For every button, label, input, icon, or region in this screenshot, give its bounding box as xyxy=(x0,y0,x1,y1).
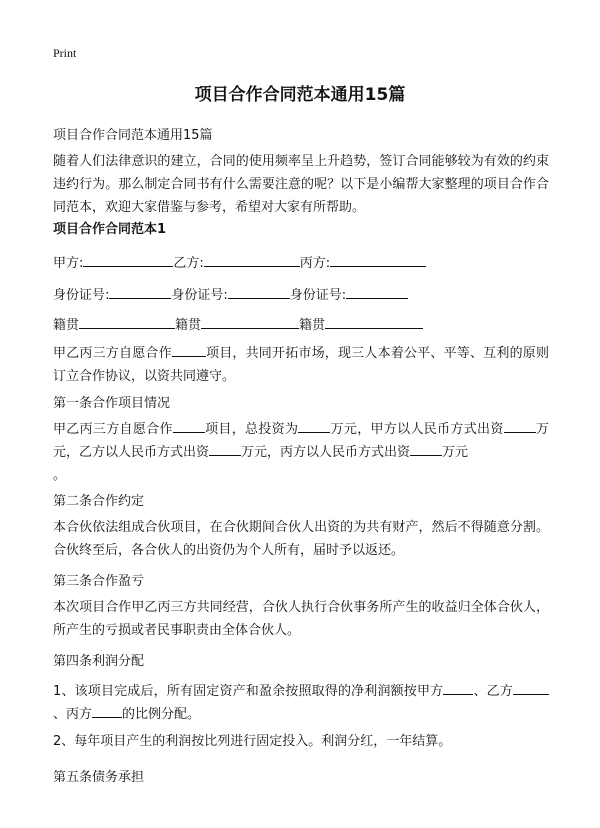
contract-heading: 项目合作合同范本1 xyxy=(53,222,167,237)
a4-item1-part1: 1、该项目完成后，所有固定资产和盈余按照取得的净利润额按甲方 xyxy=(53,684,444,699)
article5-title: 第五条债务承担 xyxy=(53,770,145,785)
cooperation-paragraph xyxy=(53,342,549,388)
party-b-label: 乙方: xyxy=(173,256,204,271)
a1-blank-4 xyxy=(209,441,241,456)
a1-part1: 甲乙丙三方自愿合作 xyxy=(53,422,173,437)
article4-item1 xyxy=(53,680,549,726)
native-blank-2 xyxy=(201,314,299,329)
article4-item2: 2、每年项目产生的利润按比列进行固定投入。利润分红，一年结算。 xyxy=(53,734,452,749)
native-label-3: 籍贯 xyxy=(299,318,326,333)
a1-blank-3 xyxy=(504,418,536,433)
party-a-blank xyxy=(83,252,173,267)
p1-blank xyxy=(172,342,206,357)
a1-part3: 万元，甲方以人民币方式出资 xyxy=(330,422,504,437)
id-field-1 xyxy=(53,284,171,303)
native-blank-3 xyxy=(325,314,423,329)
a4-blank-3 xyxy=(92,703,122,718)
native-field-1 xyxy=(53,314,175,333)
p1-after: 项目，共同开拓市场，现三人本着公平、平等、互利的原则订立合作协议，以资共同遵守。 xyxy=(53,346,549,384)
a4-blank-2 xyxy=(513,680,549,695)
id-label-1: 身份证号: xyxy=(53,288,110,303)
native-blank-1 xyxy=(79,314,175,329)
party-a-field xyxy=(53,252,173,271)
native-label-1: 籍贯 xyxy=(53,318,80,333)
a4-item1-part2: 、乙方 xyxy=(473,684,513,699)
a1-blank-5 xyxy=(410,441,442,456)
party-names-row xyxy=(53,252,426,271)
article3-title: 第三条合作盈亏 xyxy=(53,574,145,589)
a4-item1-part3: 、丙方 xyxy=(53,707,93,722)
p1-before: 甲乙丙三方自愿合作 xyxy=(53,346,172,361)
article1-paragraph xyxy=(53,418,549,487)
a1-part5: 万元，丙方以人民币方式出资 xyxy=(241,445,411,460)
article4-title: 第四条利润分配 xyxy=(53,654,145,669)
id-blank-1 xyxy=(109,284,171,299)
article1-title: 第一条合作项目情况 xyxy=(53,396,171,411)
native-field-2 xyxy=(175,314,299,333)
party-c-field xyxy=(300,252,426,271)
a1-part4: 万元，乙方以人民币方式出资 xyxy=(53,422,549,460)
article3-paragraph: 本次项目合作甲乙丙三方共同经营，合伙人执行合伙事务所产生的收益归全体合伙人，所产生的亏损或者民事职责由全体合伙人。 xyxy=(53,600,549,638)
native-place-row xyxy=(53,314,423,333)
a4-blank-1 xyxy=(443,680,473,695)
id-field-2 xyxy=(171,284,289,303)
id-numbers-row xyxy=(53,284,408,303)
intro-paragraph: 随着人们法律意识的建立，合同的使用频率呈上升趋势，签订合同能够较为有效的约束违约行为。那么制定合同书有什么需要注意的呢？以下是小编帮大家整理的项目合作合同范本，欢迎大家借鉴与参考，希望对大家有所帮助。 xyxy=(53,154,549,215)
id-blank-2 xyxy=(228,284,290,299)
party-c-label: 丙方: xyxy=(299,256,331,271)
party-b-field xyxy=(173,252,299,271)
document-title: 项目合作合同范本通用15篇 xyxy=(194,85,406,105)
party-a-label: 甲方: xyxy=(53,256,84,271)
a1-part6: 万元 xyxy=(442,445,469,460)
a1-blank-1 xyxy=(173,418,205,433)
party-c-blank xyxy=(330,252,426,267)
id-field-3 xyxy=(290,284,408,303)
document-subtitle: 项目合作合同范本通用15篇 xyxy=(53,128,213,143)
native-label-2: 籍贯 xyxy=(175,318,202,333)
a1-blank-2 xyxy=(298,418,330,433)
party-b-blank xyxy=(204,252,300,267)
id-label-3: 身份证号: xyxy=(289,288,347,303)
id-label-2: 身份证号: xyxy=(171,288,228,303)
a1-end: 。 xyxy=(53,468,67,483)
article2-title: 第二条合作约定 xyxy=(53,494,145,509)
id-blank-3 xyxy=(346,284,408,299)
native-field-3 xyxy=(299,314,423,333)
print-label: Print xyxy=(53,46,77,60)
a1-part2: 项目，总投资为 xyxy=(204,422,299,437)
article2-paragraph: 本合伙依法组成合伙项目，在合伙期间合伙人出资的为共有财产，然后不得随意分割。合伙终至后，各合伙人的出资仍为个人所有，届时予以返还。 xyxy=(53,520,549,558)
a4-item1-part4: 的比例分配。 xyxy=(122,707,201,722)
